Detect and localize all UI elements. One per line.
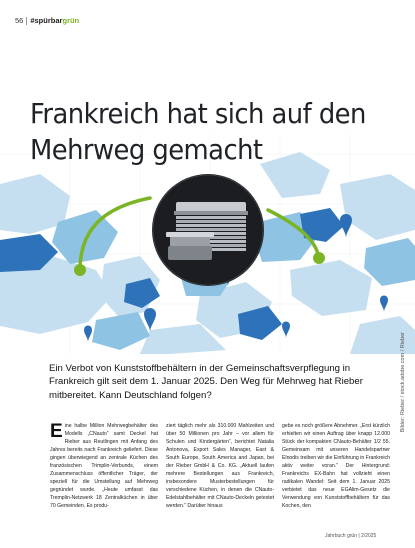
dropcap: E xyxy=(50,421,63,442)
arrow-left-head xyxy=(74,264,86,276)
map-pin-icon xyxy=(380,296,388,313)
page-header xyxy=(15,16,79,25)
page-title: Frankreich hat sich auf den Mehrweg gemacht xyxy=(30,98,366,166)
article-column-2: ziert täglich mehr als 310.000 Mahlzeiten und über 50 Millionen pro Jahr – vor allem für Schulen und Kindergärten“, berichtet Natalia Antonova, Export Sales Manager, East & South Europe, South America and Japan, bei der Rieber GmbH & Co. KG. „Aktuell laufen mehrere Bestellungen aus Frankreich, insbesondere Musterbestellungen für verschiedene Küchen, in denen die CNauto-Edelstahlbehälter mit CNauto-Deckeln getestet werden.“ Darüber hinaus xyxy=(166,423,274,510)
page-number: 56 xyxy=(15,16,24,25)
section-tag xyxy=(30,16,79,25)
page-footer: Jahrbuch grün | 2/2025 xyxy=(325,533,377,539)
map-pin-icon xyxy=(84,326,92,343)
article-lead: Ein Verbot von Kunststoffbehältern in der Gemeinschaftsverpflegung in Frankreich gilt seit dem 1. Januar 2025. Den Weg für Mehrweg hat Rieber mitbereitet. Kann Deutschland folgen? xyxy=(49,363,363,401)
europe-map-illustration xyxy=(0,34,415,354)
header-divider xyxy=(26,17,27,25)
hero-image xyxy=(0,34,415,354)
section-tag-suffix: grün xyxy=(62,16,80,25)
article-column-1-text: ine halbe Million Mehrwegbehälter des Modells „CNauto“ samt Deckel hat Rieber aus Reutlingen mit Anfang des Jahres bereits nach Frankreich geliefert. Diese gingen überwiegend an zentrale Küchen des französischen Trimplin-Verbunds, einem Zusammenschluss öffentlicher Träger, der speziell für die Umstellung auf Mehrweg gegründet wurde. „Heute umfasst das Tremplin-Netzwerk 18 Zentralküchen in über 70 Gemeinden. Es produ- xyxy=(50,423,158,510)
photo-credit-text: Bilder: Rieber / stock.adobe.com / Rieber xyxy=(400,332,406,433)
article-column-1 xyxy=(50,422,158,538)
photo-credit xyxy=(400,332,410,472)
section-tag-prefix: #spürbar xyxy=(30,16,63,25)
article-column-3: gebe es noch größere Abnehmer. „Erst kürzlich erhielten wir einen Auftrag über knapp 12.000 Stück der kompakten CNauto-Behälter 1/2 55. Gemeinsam mit unseren Handelspartner Elnodis treiben wir die Einführung in Frankreich aktiv weiter voran.“ Der Hintergrund: Frankreichs EX-Bahn hat vollzieht einen radikalen Wandel: Seit dem 1. Januar 2025 verbietet das neue EGAlim-Gesetz die Verwendung von Kunststoffbehältern für das Kochen, den xyxy=(282,423,390,510)
map-pin-icon xyxy=(282,322,290,339)
product-photo xyxy=(152,174,264,286)
article-body xyxy=(50,422,392,538)
arrow-right-head xyxy=(313,252,325,264)
